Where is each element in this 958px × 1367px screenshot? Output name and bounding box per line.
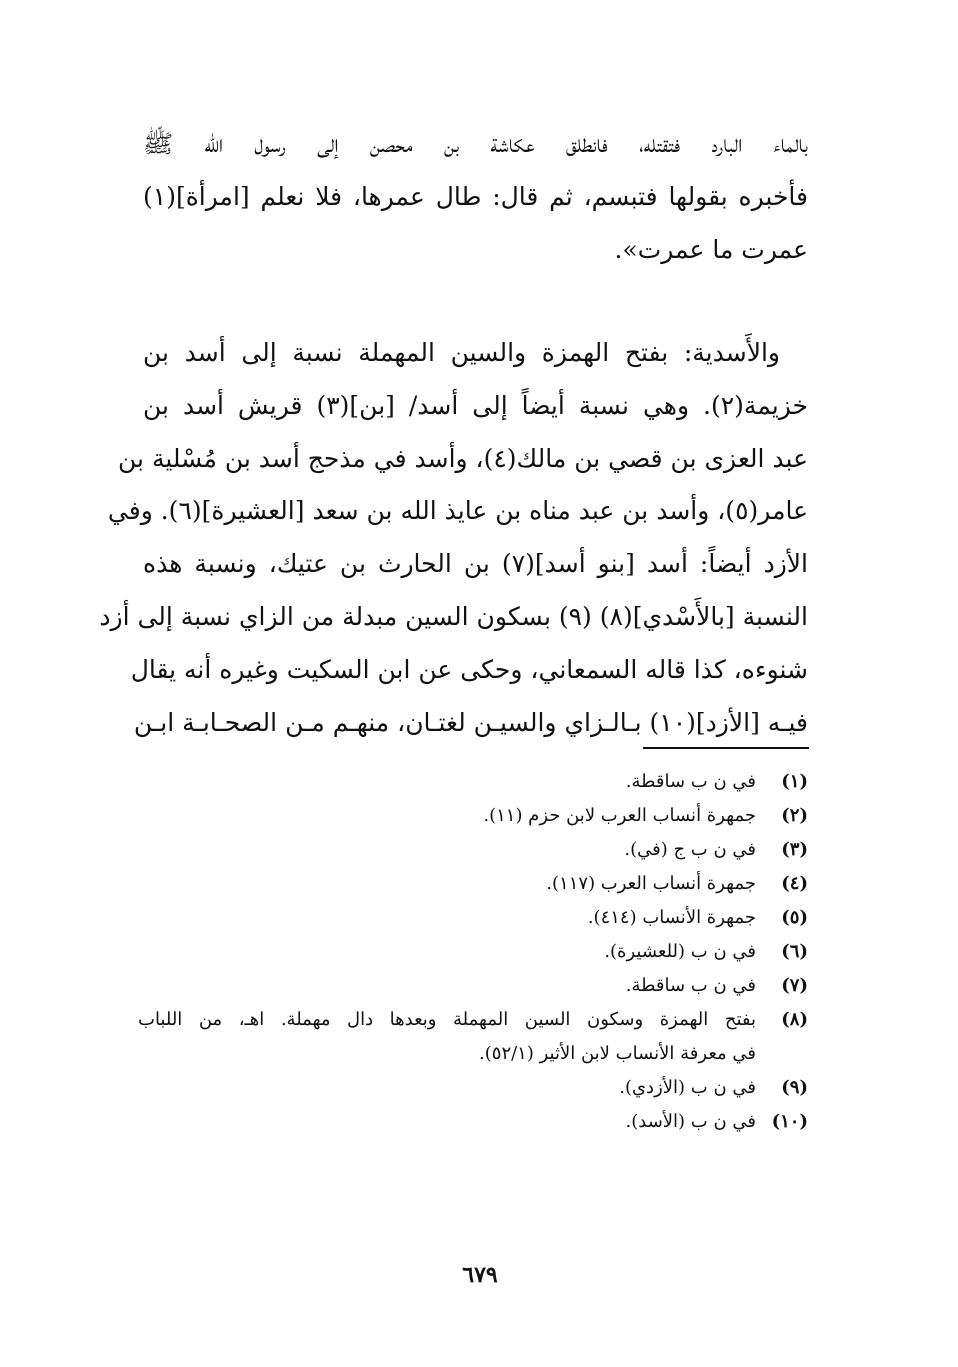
main-text-paragraph-2 [99,327,808,749]
footnote-text: جمهرة الأنساب (٤١٤). [587,907,756,928]
footnote-item [138,833,808,867]
footnote-text: جمهرة أنساب العرب لابن حزم (١١). [483,805,756,826]
footnote-item [138,969,808,1003]
text-line: فأخبره بقولها فتبسم، ثم قال: طال عمرها، فلا نعلم [امرأة](١) [143,181,808,211]
text-line: والأَسدية: بفتح الهمزة والسين المهملة نسبة إلى أسد بن [143,338,780,367]
footnote-text: في ن ب ج (في). [624,839,756,860]
text-line: فيـه [الأزد](١٠) بـالـزاي والسيـن لغتـان، منهـم مـن الصحـابـة ابـن [133,707,808,737]
footnote-number: (١٠) [771,1111,808,1132]
footnote-item [138,867,808,901]
footnote-number: (٩) [781,1077,808,1098]
footnote-item [138,901,808,935]
footnote-item [138,765,808,799]
footnote-text: في ن ب (الأسد). [625,1111,756,1132]
text-line: الأزد أيضاً: أسد [بنو أسد](٧) بن الحارث بن عتيك، ونسبة هذه [143,549,808,579]
footnote-number: (٤) [781,873,808,894]
footnote-number: (٦) [781,941,808,962]
footnote-item [138,1071,808,1105]
text-line: عامر(٥)، وأسد بن عبد مناه بن عايذ الله بن سعد [العشيرة](٦). وفي [107,496,808,526]
footnote-number: (٢) [781,805,808,826]
footnote-item [138,799,808,833]
footnote-number: (١) [781,771,808,792]
footnote-text: في ن ب ساقطة. [625,771,756,792]
footnote-separator [643,747,809,749]
footnote-text: في ن ب ساقطة. [625,975,756,996]
footnote-number: (٥) [781,907,808,928]
footnote-item [138,1105,808,1139]
main-text-paragraph-1 [143,118,808,276]
footnote-item [138,935,808,969]
footnote-text: في ن ب (الأزدي). [619,1077,756,1098]
footnote-number: (٧) [781,975,808,996]
text-line: عبد العزى بن قصي بن مالك(٤)، وأسد في مذحج أسد بن مُسْلية بن [118,443,808,473]
footnote-text-continued: في معرفة الأنساب لابن الأثير (٥٢/١). [479,1043,756,1064]
footnote-number: (٣) [781,839,808,860]
text-line: بالماء البارد فتقتله، فانطلق عكاشة بن محصن إلى رسول الله ﷺ [143,129,808,158]
text-line: النسبة [بالأَسْدي](٨) (٩) بسكون السين مبدلة من الزاي نسبة إلى أزد [99,601,808,631]
page-number: ٦٧٩ [462,1262,498,1288]
footnote-number: (٨) [781,1009,808,1030]
footnote-text: بفتح الهمزة وسكون السين المهملة وبعدها دال مهملة. اهـ، من اللباب [138,1009,756,1030]
text-line: خزيمة(٢). وهي نسبة أيضاً إلى أسد/ [بن](٣) قريش أسد بن [143,390,808,420]
text-line: عمرت ما عمرت». [614,234,808,264]
footnotes-list [138,765,808,1139]
text-line: شنوءه، كذا قاله السمعاني، وحكى عن ابن السكيت وغيره أنه يقال [130,654,808,684]
footnote-text: في ن ب (للعشيرة). [604,941,756,962]
footnote-item [138,1003,808,1071]
footnote-text: جمهرة أنساب العرب (١١٧). [546,873,756,894]
